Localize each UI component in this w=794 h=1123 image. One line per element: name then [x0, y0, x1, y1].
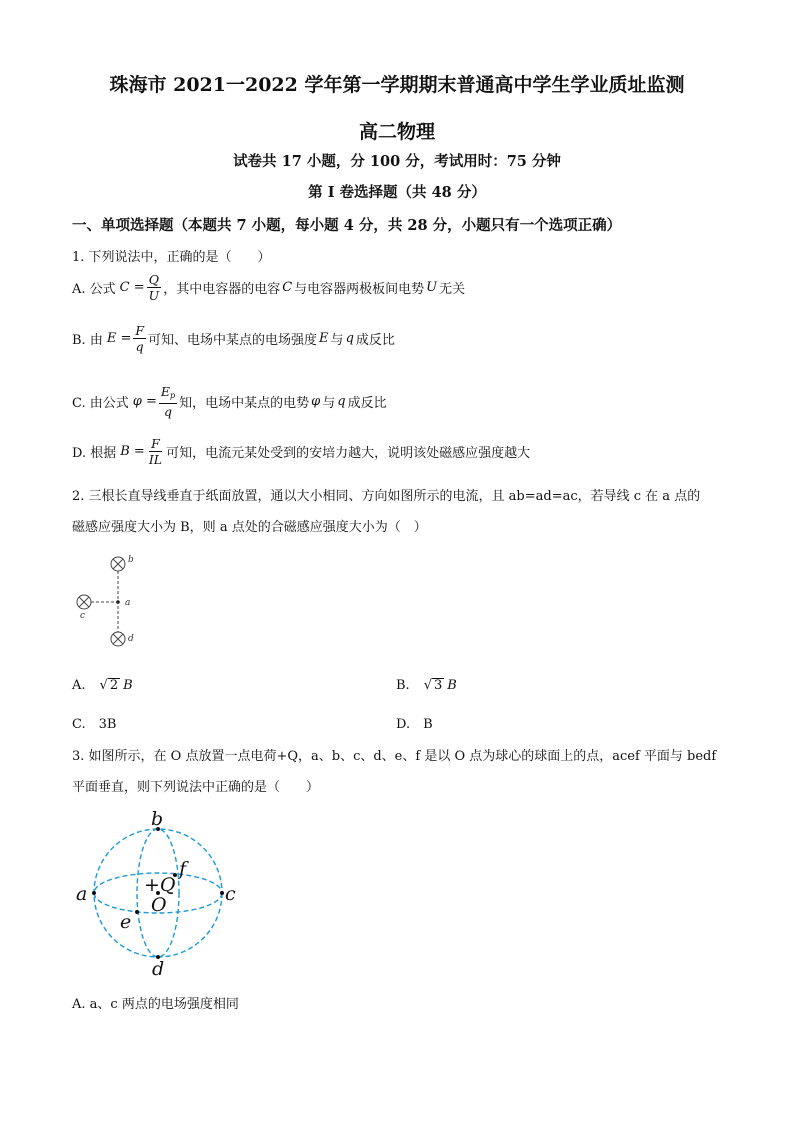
label-o: O	[151, 894, 167, 916]
q1c-prefix: C. 由公式	[72, 396, 129, 411]
subject-title: 高二物理	[358, 121, 435, 143]
part-title: 第 I 卷选择题（共 48 分）	[308, 184, 486, 201]
q1b-den: q	[135, 339, 144, 354]
label-f: f	[179, 858, 187, 880]
q1c-end: 成反比	[347, 396, 387, 411]
q2a-unit: B	[123, 678, 133, 693]
q1d-num: F	[151, 436, 160, 451]
q1-stem: 1. 下列说法中，正确的是（ ）	[72, 250, 271, 265]
q3-option-a[interactable]: A. a、c 两点的电场强度相同	[72, 997, 239, 1012]
q1d-prefix: D. 根据	[72, 446, 117, 461]
sphere-diagram	[70, 805, 250, 980]
q1c-sym2: q	[337, 394, 346, 409]
label-b: b	[128, 555, 134, 565]
exam-title: 珠海市 2021一2022 学年第一学期期末普通高中学生学业质址监测	[109, 74, 685, 96]
q1a-sym1: C	[282, 280, 293, 295]
label-d: d	[128, 634, 134, 644]
q1a-sym2: U	[426, 280, 438, 295]
point-a-dot	[116, 600, 120, 604]
q1c-num-wrap	[159, 384, 177, 404]
label-b: b	[151, 808, 164, 830]
q1c-num-sub: p	[170, 391, 176, 400]
q2b-label: B.	[396, 678, 410, 693]
label-d: d	[152, 958, 165, 980]
q2-option-a[interactable]	[72, 678, 133, 693]
label-a: a	[76, 883, 88, 905]
q1-option-d[interactable]	[72, 436, 530, 467]
q1-option-a[interactable]	[72, 272, 465, 303]
q1b-end: 成反比	[355, 333, 395, 348]
q1c-num: E	[160, 384, 171, 399]
wire-d-cross-icon	[111, 632, 125, 646]
q1b-suffix: 可知、电场中某点的电场强度	[148, 333, 318, 348]
q1c-fraction	[159, 384, 177, 419]
point-e-dot	[135, 910, 139, 914]
q1b-num: F	[135, 323, 145, 338]
q2b-radicand: 3	[433, 678, 443, 693]
q1b-lhs: E =	[106, 331, 132, 346]
q2-option-b[interactable]	[396, 678, 457, 693]
q1b-sym1: E	[319, 331, 329, 346]
q1-option-b[interactable]	[72, 323, 395, 354]
q1d-lhs: B =	[120, 444, 145, 459]
point-c-dot	[220, 891, 224, 895]
q1a-num: Q	[148, 272, 160, 287]
q2-stem-line2: 磁感应强度大小为 B，则 a 点处的合磁感应强度大小为（ ）	[72, 520, 427, 535]
q1-option-c[interactable]	[72, 384, 387, 419]
wire-b-cross-icon	[111, 557, 125, 571]
q1a-suffix: ，其中电容器的电容	[163, 282, 281, 297]
q2a-radicand: 2	[109, 678, 119, 693]
q1b-prefix: B. 由	[72, 333, 103, 348]
q1b-mid: 与	[330, 333, 344, 348]
label-a: a	[125, 598, 131, 608]
q1a-den: U	[148, 288, 160, 303]
point-a-dot	[92, 891, 96, 895]
label-c: c	[225, 883, 236, 905]
q2b-sqrt: √ 3	[423, 678, 443, 693]
label-c: c	[80, 611, 86, 621]
q2a-sqrt: √ 2	[99, 678, 119, 693]
label-e: e	[120, 911, 132, 933]
section-heading: 一、单项选择题（本题共 7 小题，每小题 4 分，共 28 分，小题只有一个选项正确）	[72, 217, 622, 234]
q3-stem-line1: 3. 如图所示，在 O 点放置一点电荷+Q，a、b、c、d、e、f 是以 O 点为球心的球面上的点，acef 平面与 bedf	[72, 749, 717, 764]
exam-info: 试卷共 17 小题，分 100 分，考试用时：75 分钟	[233, 153, 561, 170]
q3-stem-line2: 平面垂直，则下列说法中正确的是（ ）	[72, 780, 320, 795]
q1c-sym1: φ	[311, 394, 321, 409]
q1c-lhs: φ =	[132, 394, 157, 409]
q1c-mid: 与	[322, 396, 336, 411]
q2-option-c[interactable]: C. 3B	[72, 717, 117, 732]
q2b-unit: B	[447, 678, 457, 693]
q1a-lhs: C =	[119, 280, 145, 295]
q1a-end: 无关	[439, 282, 466, 297]
q1b-sym2: q	[345, 331, 354, 346]
q1c-suffix: 知，电场中某点的电势	[179, 396, 310, 411]
q2-option-d[interactable]: D. B	[396, 717, 433, 732]
wire-c-cross-icon	[77, 595, 91, 609]
wire-diagram	[70, 548, 150, 658]
q1c-den: q	[164, 404, 173, 419]
q1d-fraction	[147, 436, 164, 467]
q2a-label: A.	[72, 678, 86, 693]
q1a-prefix: A. 公式	[72, 282, 116, 297]
q1b-fraction	[133, 323, 146, 354]
q2-stem-line1: 2. 三根长直导线垂直于纸面放置，通以大小相同、方向如图所示的电流，且 ab=ad=ac，若导线 c 在 a 点的	[72, 489, 701, 504]
q1d-suffix: 可知，电流元某处受到的安培力越大，说明该处磁感应强度越大	[166, 446, 531, 461]
label-plus-q: +Q	[144, 874, 176, 896]
q1a-fraction	[147, 272, 162, 303]
q1d-den: IL	[148, 452, 163, 467]
q1a-mid: 与电容器两极板间电势	[294, 282, 425, 297]
